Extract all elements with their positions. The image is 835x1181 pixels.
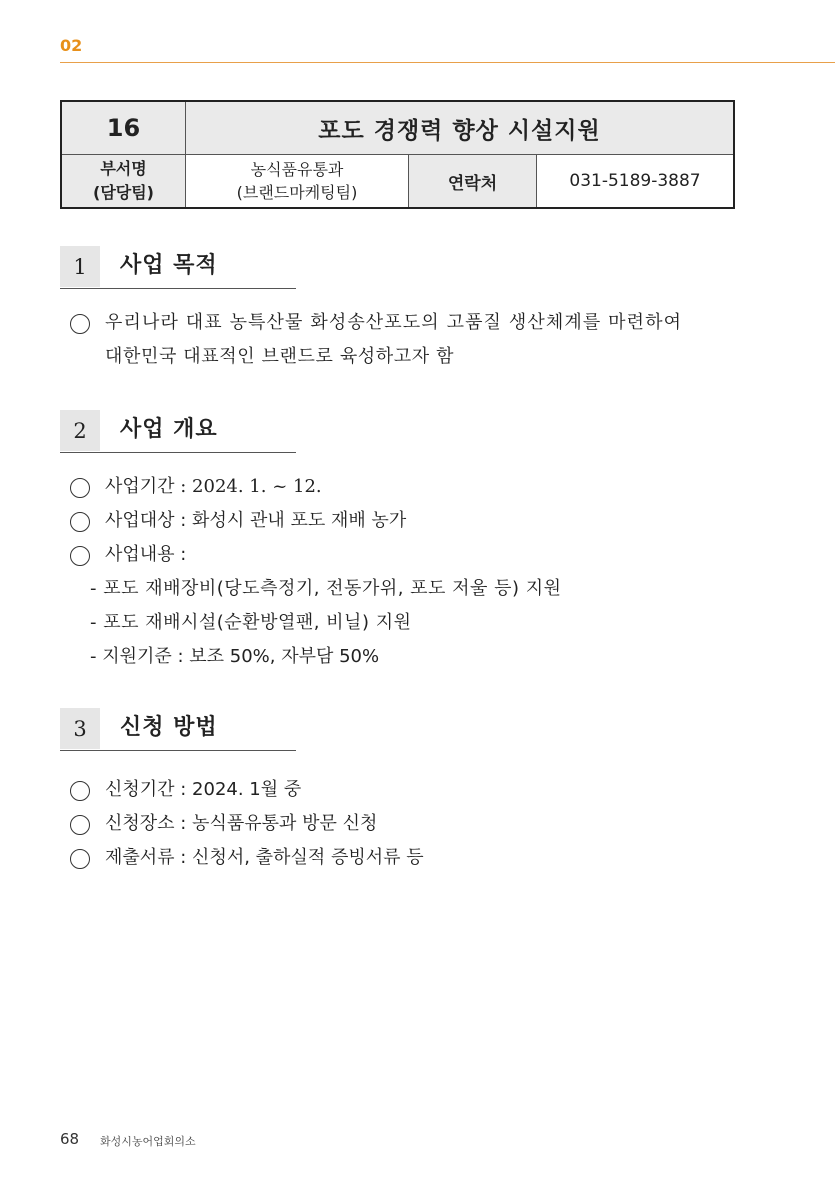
section-number: 2 bbox=[60, 410, 100, 451]
chapter-number: 02 bbox=[60, 36, 83, 55]
contact-label: 연락처 bbox=[409, 155, 537, 209]
department-label bbox=[61, 155, 186, 209]
overview-content: 사업내용 : bbox=[105, 544, 187, 565]
purpose-line-2: 대한민국 대표적인 브랜드로 육성하고자 함 bbox=[105, 346, 455, 367]
section-title: 사업 개요 bbox=[120, 417, 218, 442]
circle-bullet-icon bbox=[70, 478, 90, 498]
purpose-line-1: 우리나라 대표 농특산물 화성송산포도의 고품질 생산체계를 마련하여 bbox=[105, 312, 683, 333]
section-title: 신청 방법 bbox=[120, 715, 218, 740]
circle-bullet-icon bbox=[70, 815, 90, 835]
department-value bbox=[186, 155, 409, 209]
department-label-line1: 부서명 bbox=[100, 159, 147, 178]
overview-period: 사업기간 : 2024. 1. ~ 12. bbox=[105, 476, 322, 497]
application-place: 신청장소 : 농식품유통과 방문 신청 bbox=[105, 813, 378, 834]
application-period: 신청기간 : 2024. 1월 중 bbox=[105, 779, 302, 800]
team-name: (브랜드마케팅팀) bbox=[236, 183, 358, 202]
application-documents: 제출서류 : 신청서, 출하실적 증빙서류 등 bbox=[105, 847, 424, 868]
header-divider bbox=[60, 62, 835, 63]
circle-bullet-icon bbox=[70, 849, 90, 869]
project-info-table bbox=[60, 100, 735, 209]
circle-bullet-icon bbox=[70, 314, 90, 334]
project-title: 포도 경쟁력 향상 시설지원 bbox=[186, 101, 735, 155]
section-header-overview bbox=[60, 410, 296, 453]
footer-organization: 화성시농어업회의소 bbox=[100, 1135, 196, 1148]
overview-subitem: - 포도 재배시설(순환방열팬, 비닐) 지원 bbox=[90, 612, 412, 633]
page-number: 68 bbox=[60, 1130, 80, 1148]
circle-bullet-icon bbox=[70, 512, 90, 532]
section-header-purpose bbox=[60, 246, 296, 289]
project-number: 16 bbox=[61, 101, 186, 155]
section-title: 사업 목적 bbox=[120, 253, 218, 278]
section-header-application bbox=[60, 708, 296, 751]
circle-bullet-icon bbox=[70, 546, 90, 566]
contact-phone: 031-5189-3887 bbox=[537, 155, 735, 209]
section-number: 1 bbox=[60, 246, 100, 287]
section-number: 3 bbox=[60, 708, 100, 749]
department-label-line2: (담당팀) bbox=[93, 183, 154, 202]
overview-target: 사업대상 : 화성시 관내 포도 재배 농가 bbox=[105, 510, 407, 531]
department-name: 농식품유통과 bbox=[250, 160, 344, 179]
overview-subitem: - 지원기준 : 보조 50%, 자부담 50% bbox=[90, 646, 380, 667]
circle-bullet-icon bbox=[70, 781, 90, 801]
overview-subitem: - 포도 재배장비(당도측정기, 전동가위, 포도 저울 등) 지원 bbox=[90, 578, 562, 599]
